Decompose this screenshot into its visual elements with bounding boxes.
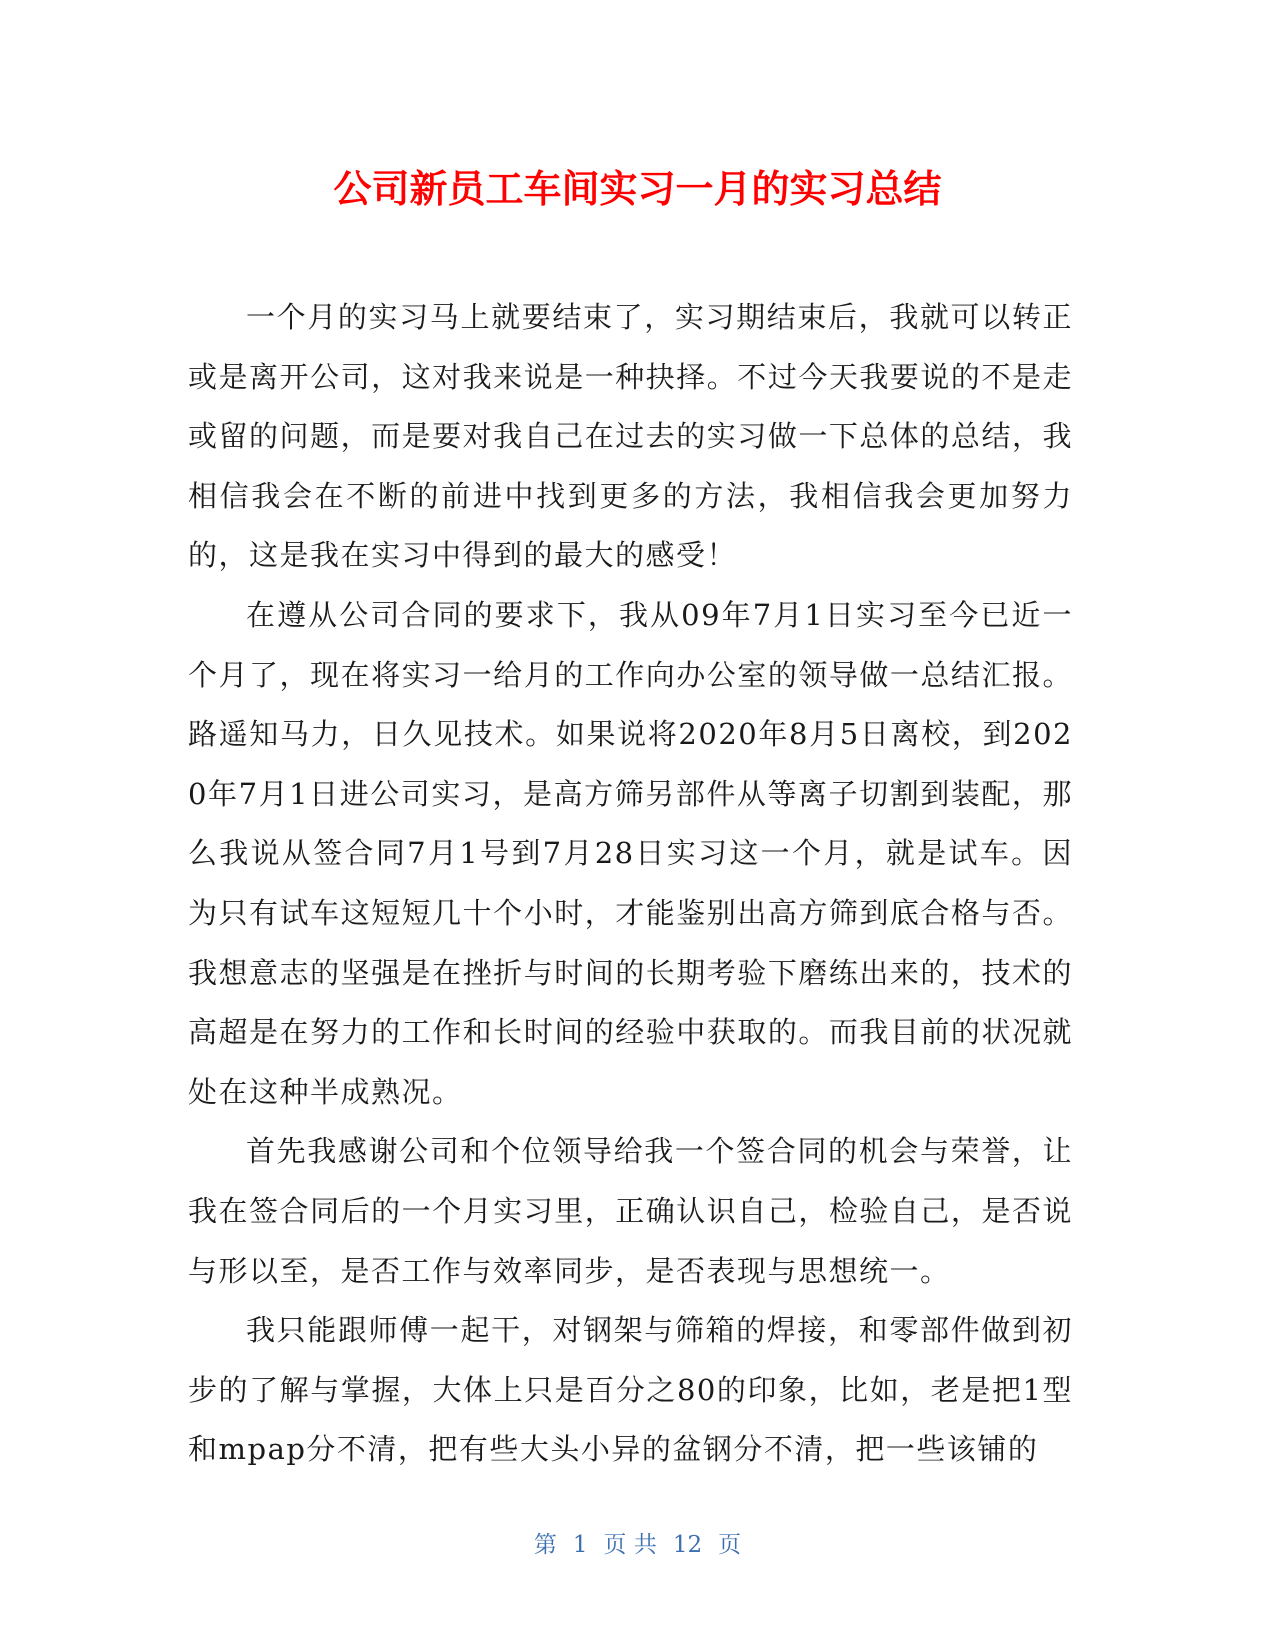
paragraph-1: 一个月的实习马上就要结束了，实习期结束后，我就可以转正或是离开公司，这对我来说是一种抉择。不过今天我要说的不是走或留的问题，而是要对我自己在过去的实习做一下总体的总结，我相信我会在不断的前进中找到更多的方法，我相信我会更加努力的，这是我在实习中得到的最大的感受！ (188, 300, 1073, 573)
footer-label-page: 第 (533, 1532, 557, 1558)
footer-label-of: 页 共 (603, 1532, 657, 1558)
page-title: 公司新员工车间实习一月的实习总结 (333, 167, 942, 211)
document-body (188, 288, 1073, 1480)
paragraph-2: 在遵从公司合同的要求下，我从09年7月1日实习至今已近一个月了，现在将实习一给月的工作向办公室的领导做一总结汇报。路遥知马力，日久见技术。如果说将2020年8月5日离校，到2020年7月1日进公司实习，是高方筛另部件从等离子切割到装配，那么我说从签合同7月1号到7月28日实习这一个月，就是试车。因为只有试车这短短几十个小时，才能鉴别出高方筛到底合格与否。我想意志的坚强是在挫折与时间的长期考验下磨练出来的，技术的高超是在努力的工作和长时间的经验中获取的。而我目前的状况就处在这种半成熟况。 (188, 597, 1073, 1109)
footer-total-pages: 12 (672, 1532, 703, 1558)
page-footer (0, 1530, 1275, 1560)
paragraph-3: 首先我感谢公司和个位领导给我一个签合同的机会与荣誉，让我在签合同后的一个月实习里，正确认识自己，检验自己，是否说与形以至，是否工作与效率同步，是否表现与思想统一。 (188, 1134, 1073, 1288)
footer-label-end: 页 (718, 1532, 742, 1558)
paragraph-4: 我只能跟师傅一起干，对钢架与筛箱的焊接，和零部件做到初步的了解与掌握，大体上只是百分之80的印象，比如，老是把1型和mpap分不清，把有些大头小异的盆钢分不清，把一些该铺的 (188, 1313, 1073, 1467)
footer-current-page: 1 (572, 1532, 588, 1558)
